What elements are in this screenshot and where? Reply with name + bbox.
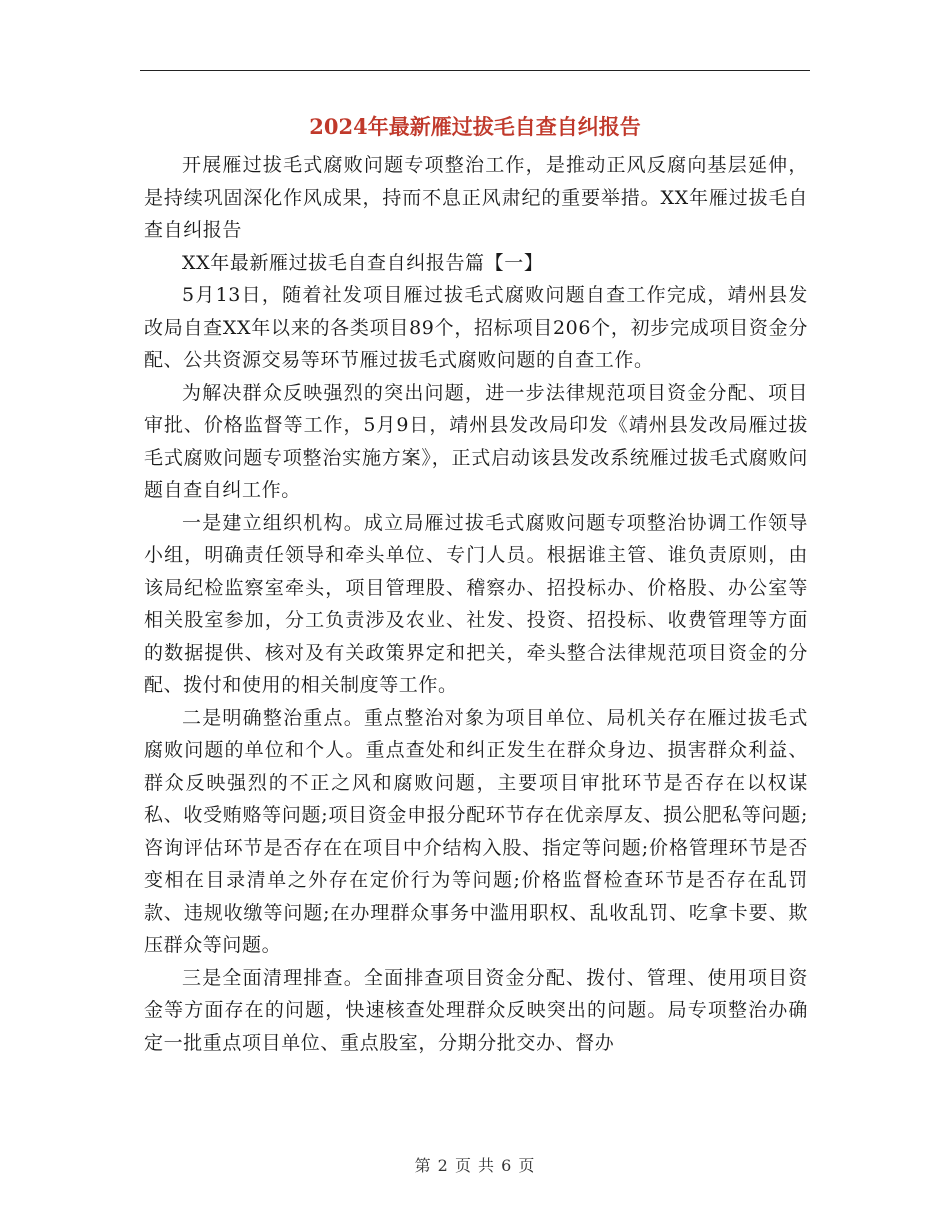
paragraph-intro: 开展雁过拔毛式腐败问题专项整治工作，是推动正风反腐向基层延伸，是持续巩固深化作风成果，持而不息正风肃纪的重要举措。XX年雁过拔毛自查自纠报告: [144, 154, 808, 241]
header-rule: [140, 70, 810, 71]
paragraph-section-heading: XX年最新雁过拔毛自查自纠报告篇【一】: [182, 251, 544, 274]
document-title: 2024年最新雁过拔毛自查自纠报告: [309, 114, 641, 139]
document-body: [144, 149, 808, 1059]
paragraph-self-check-summary: 5月13日，随着社发项目雁过拔毛式腐败问题自查工作完成，靖州县发改局自查XX年以来的各类项目89个，招标项目206个，初步完成项目资金分配、公共资源交易等环节雁过拔毛式腐败问题的自查工作。: [144, 284, 808, 371]
paragraph-organization: 一是建立组织机构。成立局雁过拔毛式腐败问题专项整治协调工作领导小组，明确责任领导和牵头单位、专门人员。根据谁主管、谁负责原则，由该局纪检监察室牵头，项目管理股、稽察办、招投标办、价格股、办公室等相关股室参加，分工负责涉及农业、社发、投资、招投标、收费管理等方面的数据提供、核对及有关政策界定和把关，牵头整合法律规范项目资金的分配、拨付和使用的相关制度等工作。: [144, 511, 808, 696]
paragraph-investigation: 三是全面清理排查。全面排查项目资金分配、拨付、管理、使用项目资金等方面存在的问题，快速核查处理群众反映突出的问题。局专项整治办确定一批重点项目单位、重点股室，分期分批交办、督办: [144, 966, 808, 1054]
paragraph-implementation-plan: 为解决群众反映强烈的突出问题，进一步法律规范项目资金分配、项目审批、价格监督等工作，5月9日，靖州县发改局印发《靖州县发改局雁过拔毛式腐败问题专项整治实施方案》，正式启动该县发改系统雁过拔毛式腐败问题自查自纠工作。: [144, 381, 808, 501]
paragraph-key-points: 二是明确整治重点。重点整治对象为项目单位、局机关存在雁过拔毛式腐败问题的单位和个人。重点查处和纠正发生在群众身边、损害群众利益、群众反映强烈的不正之风和腐败问题，主要项目审批环节是否存在以权谋私、收受贿赂等问题;项目资金申报分配环节存在优亲厚友、损公肥私等问题;咨询评估环节是否存在在项目中介结构入股、指定等问题;价格管理环节是否变相在目录清单之外存在定价行为等问题;价格监督检查环节是否存在乱罚款、违规收缴等问题;在办理群众事务中滥用职权、乱收乱罚、吃拿卡要、欺压群众等问题。: [144, 706, 808, 956]
page-number-footer: 第 2 页 共 6 页: [414, 1156, 536, 1175]
